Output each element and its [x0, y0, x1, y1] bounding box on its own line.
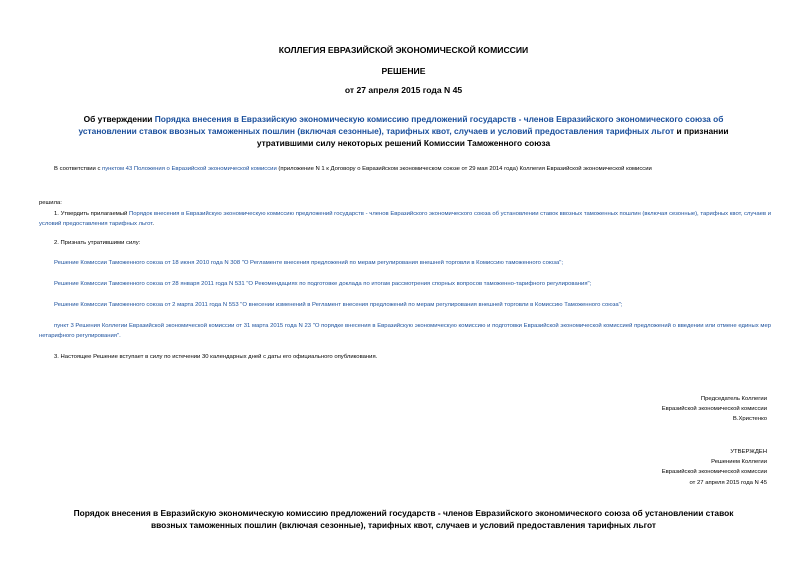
title-order-link[interactable]: Порядка внесения в Евразийскую экономическую комиссию предложений государств - членов Евразийского экономического союза об установлении ставок ввозных таможенных пошлин (включая сезонные), тарифных квот, случаев и условий предоставления тарифных льгот — [78, 114, 724, 137]
approved-organization: Евразийской экономической комиссии — [661, 469, 767, 476]
intro-paragraph — [39, 164, 771, 174]
repealed-decision-531-link[interactable]: Решение Комиссии Таможенного союза от 28 января 2011 года N 531 "О Рекомендациях по подготовке доклада по итогам рассмотрения спорных вопросов таможенно-тарифного регулирования"; — [54, 281, 592, 287]
intro-prefix: В соответствии с — [54, 166, 103, 172]
org-heading: КОЛЛЕГИЯ ЕВРАЗИЙСКОЙ ЭКОНОМИЧЕСКОЙ КОМИССИИ — [278, 45, 529, 55]
signature-organization: Евразийской экономической комиссии — [661, 406, 767, 413]
approved-block — [662, 447, 767, 488]
decision-title — [60, 113, 747, 150]
repealed-decision-308-link[interactable]: Решение Комиссии Таможенного союза от 18 июня 2010 года N 308 "О Регламенте внесения предложений по мерам регулирования внешней торговли в Комиссию таможенного союза"; — [54, 260, 563, 266]
decided-label: решила: — [39, 200, 62, 206]
title-suffix: и признании утратившими силу некоторых решений Комиссии Таможенного союза — [256, 126, 729, 149]
repealed-decision-553-link[interactable]: Решение Комиссии Таможенного союза от 2 марта 2011 года N 553 "О внесении изменений в Регламент внесения предложений по мерам регулирования внешней торговли в Комиссию Таможенного союза"; — [54, 302, 623, 308]
doc-date: от 27 апреля 2015 года N 45 — [344, 85, 463, 95]
approved-date: от 27 апреля 2015 года N 45 — [689, 479, 767, 486]
signature-block — [662, 394, 767, 425]
item-3-paragraph: 3. Настоящее Решение вступает в силу по истечении 30 календарных дней с даты его официального опубликования. — [54, 354, 378, 360]
intro-middle: (приложение N 1 к Договору о Евразийском экономическом союзе от 29 мая 2014 года) Коллегия Евразийской экономической комиссии — [276, 166, 652, 172]
item-1-prefix: 1. Утвердить прилагаемый — [54, 211, 129, 217]
approved-by: Решением Коллегии — [711, 459, 767, 466]
intro-regulation-link[interactable]: пунктом 43 Положения о Евразийской экономической комиссии — [102, 166, 277, 172]
item-2-paragraph: 2. Признать утратившими силу: — [54, 240, 141, 246]
item-1-order-link[interactable]: Порядок внесения в Евразийскую экономическую комиссию предложений государств - членов Евразийского экономического союза об установлении ставок ввозных таможенных пошлин (включая сезонные), тарифных квот, случаев и условий предоставления тарифных льгот — [39, 211, 771, 227]
title-prefix: Об утверждении — [83, 114, 155, 124]
order-title: Порядок внесения в Евразийскую экономическую комиссию предложений государств - членов Евразийского экономического союза об установлении ставок ввозных таможенных пошлин (включая сезонные), тарифных квот, случаев и условий предоставления тарифных льгот — [73, 508, 734, 531]
item-1-suffix: . — [152, 221, 154, 227]
signature-position: Председатель Коллегии — [700, 396, 767, 402]
repealed-decision-23-link[interactable]: пункт 3 Решения Коллегии Евразийской экономической комиссии от 31 марта 2015 года N 23 "О порядке внесения в Евразийскую экономическую комиссию и подготовки Евразийской экономической комиссией предложений о введении или отмене единых мер нетарифного регулирования". — [39, 323, 771, 339]
approved-label: УТВЕРЖДЕН — [730, 449, 767, 455]
item-1-paragraph — [39, 209, 771, 229]
doc-type-heading: РЕШЕНИЕ — [381, 66, 426, 76]
signature-name: В.Христенко — [732, 416, 767, 423]
